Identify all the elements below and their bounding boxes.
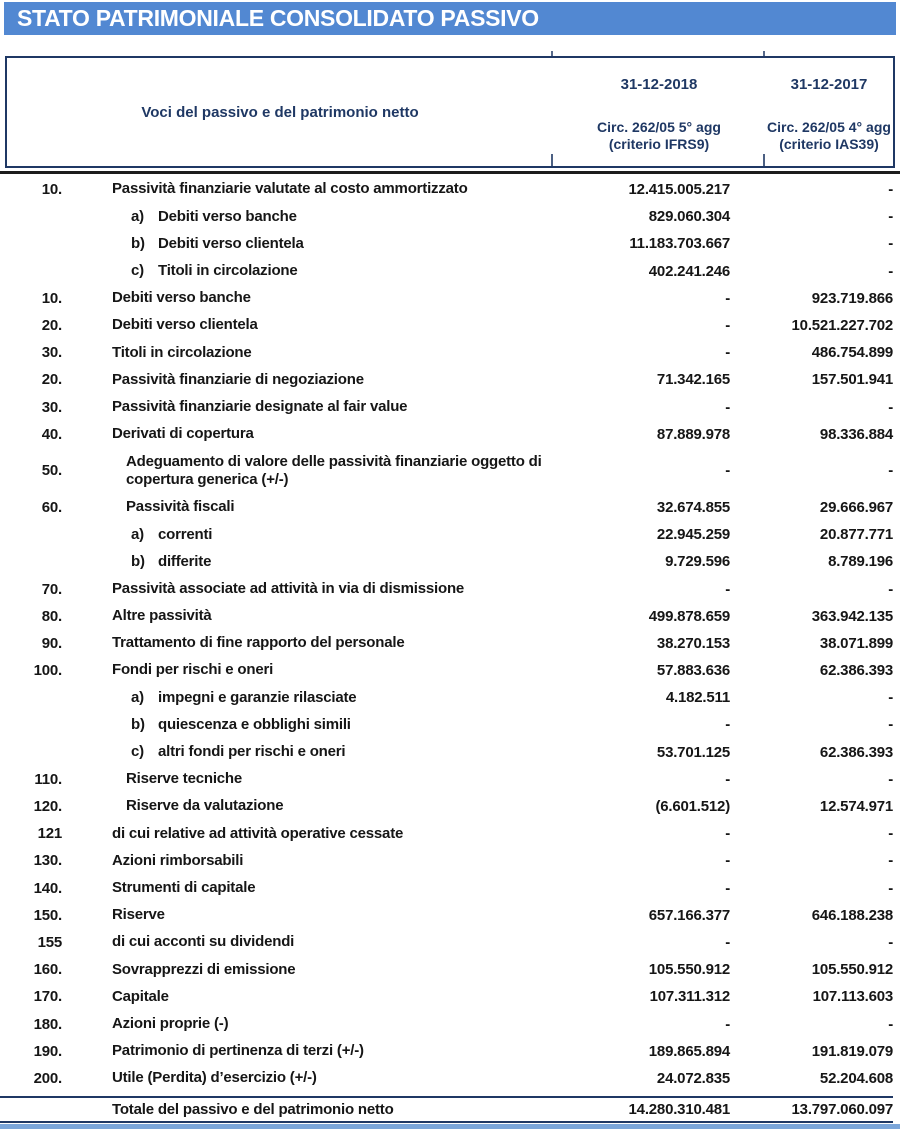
value-2018: -	[725, 716, 730, 734]
table-row	[0, 684, 893, 711]
table-row	[0, 521, 893, 548]
value-2017: -	[888, 398, 893, 416]
row-label-text: Altre passività	[112, 607, 212, 625]
row-label	[62, 988, 562, 1006]
row-label-text: Patrimonio di pertinenza di terzi (+/-)	[112, 1042, 364, 1060]
value-2018: 499.878.659	[648, 607, 730, 625]
value-2017: -	[888, 580, 893, 598]
table-row	[0, 929, 893, 956]
row-letter: c)	[131, 262, 144, 279]
header-bottom-rule	[0, 171, 900, 174]
column-divider-tick	[763, 51, 765, 56]
row-label	[62, 208, 562, 226]
value-2018: 829.060.304	[648, 208, 730, 226]
table-row	[0, 575, 893, 602]
row-label	[62, 906, 562, 924]
value-2017: -	[888, 208, 893, 226]
row-label-text: Debiti verso banche	[158, 207, 297, 225]
table-row	[0, 875, 893, 902]
row-label-text: Debiti verso clientela	[112, 316, 258, 334]
row-number: 20.	[41, 317, 62, 335]
row-label-text: Riserve	[112, 906, 165, 924]
row-number: 60.	[41, 498, 62, 516]
value-2017: -	[888, 933, 893, 951]
row-number: 150.	[33, 906, 62, 924]
value-2018: 87.889.978	[656, 425, 730, 443]
value-2017: 98.336.884	[819, 425, 893, 443]
value-2018: -	[725, 770, 730, 788]
row-label	[62, 933, 562, 951]
row-letter: b)	[131, 234, 145, 252]
value-2018: -	[725, 580, 730, 598]
table-row	[0, 603, 893, 630]
row-label-text: Passività finanziarie valutate al costo ammortizzato	[112, 180, 468, 198]
row-label-text: Debiti verso clientela	[158, 234, 304, 252]
row-label-text: Utile (Perdita) d’esercizio (+/-)	[112, 1069, 317, 1087]
value-2018: -	[725, 344, 730, 362]
table-row	[0, 312, 893, 339]
row-label	[62, 661, 562, 679]
row-label-text: Fondi per rischi e oneri	[112, 661, 274, 679]
row-label	[62, 425, 562, 443]
row-label-text: altri fondi per rischi e oneri	[158, 743, 346, 760]
table-row	[0, 339, 893, 366]
table-row	[0, 494, 893, 521]
row-letter: a)	[131, 207, 144, 225]
value-2017: -	[888, 181, 893, 199]
header-criteria-2017-line2: (criterio IAS39)	[779, 136, 879, 152]
row-label-text: Strumenti di capitale	[112, 878, 256, 896]
value-2017: -	[888, 462, 893, 480]
row-letter: a)	[131, 688, 144, 706]
total-label: Totale del passivo e del patrimonio netto	[112, 1101, 394, 1118]
row-number: 140.	[33, 879, 62, 897]
table-row	[0, 203, 893, 230]
row-label	[62, 371, 562, 389]
row-label	[62, 235, 562, 253]
value-2018: 57.883.636	[656, 662, 730, 680]
table-row	[0, 793, 893, 820]
value-2018: 22.945.259	[656, 526, 730, 544]
value-2018: 105.550.912	[648, 961, 730, 979]
row-number: 190.	[33, 1042, 62, 1060]
row-label	[62, 689, 562, 707]
row-label-text: Passività associate ad attività in via di dismissione	[112, 579, 465, 597]
row-label-text: Azioni proprie (-)	[112, 1014, 229, 1032]
row-letter: a)	[131, 525, 144, 543]
value-2018: -	[725, 289, 730, 307]
table-row	[0, 711, 893, 738]
table-row	[0, 956, 893, 983]
row-label	[62, 553, 562, 571]
table-row	[0, 1038, 893, 1065]
value-2017: -	[888, 770, 893, 788]
table-row	[0, 657, 893, 684]
table-row	[0, 548, 893, 575]
value-2018: 12.415.005.217	[628, 181, 730, 199]
value-2017: 62.386.393	[819, 743, 893, 761]
row-label	[62, 262, 562, 280]
table-header-box	[5, 56, 895, 168]
value-2017: 363.942.135	[811, 607, 893, 625]
value-2018: 657.166.377	[648, 906, 730, 924]
table-row	[0, 1065, 893, 1092]
row-label-text: Passività fiscali	[126, 498, 235, 516]
value-2017: 157.501.941	[811, 371, 893, 389]
value-2017: 105.550.912	[811, 961, 893, 979]
row-label-text: Sovrapprezzi di emissione	[112, 960, 296, 978]
row-number: 70.	[41, 580, 62, 598]
value-2018: 189.865.894	[648, 1042, 730, 1060]
header-date-2017: 31-12-2017	[790, 76, 868, 93]
header-date-2018: 31-12-2018	[620, 76, 698, 93]
value-2018: -	[725, 1015, 730, 1033]
header-criteria-2018-line1: Circ. 262/05 5° agg	[597, 119, 721, 135]
value-2018: 53.701.125	[656, 743, 730, 761]
row-label-text: di cui acconti su dividendi	[112, 933, 295, 951]
row-label-text: Passività finanziarie designate al fair value	[112, 397, 408, 415]
row-label-text: Titoli in circolazione	[112, 343, 252, 361]
value-2017: -	[888, 879, 893, 897]
row-label	[62, 879, 562, 897]
header-criteria-2018-line2: (criterio IFRS9)	[608, 136, 710, 152]
row-number: 90.	[41, 634, 62, 652]
value-2017: 191.819.079	[811, 1042, 893, 1060]
table-row	[0, 766, 893, 793]
value-2018: -	[725, 933, 730, 951]
row-number: 200.	[33, 1069, 62, 1087]
table-row	[0, 983, 893, 1010]
row-label-text: Passività finanziarie di negoziazione	[112, 370, 364, 388]
row-number: 160.	[33, 961, 62, 979]
value-2017: 923.719.866	[811, 289, 893, 307]
header-column-2018	[553, 58, 765, 166]
value-2018: 4.182.511	[665, 689, 730, 707]
value-2018: 24.072.835	[656, 1069, 730, 1087]
page-title-bar	[4, 2, 896, 35]
row-number: 30.	[41, 398, 62, 416]
value-2018: 71.342.165	[656, 371, 730, 389]
row-label-text: Riserve da valutazione	[126, 797, 284, 815]
row-label	[62, 289, 562, 307]
value-2017: 38.071.899	[819, 634, 893, 652]
table-body	[0, 176, 893, 1092]
row-letter: b)	[131, 552, 145, 570]
row-label	[62, 498, 562, 516]
table-row	[0, 285, 893, 312]
row-letter: b)	[131, 715, 145, 733]
row-label	[62, 797, 562, 815]
row-label	[62, 716, 562, 734]
value-2017: 646.188.238	[811, 906, 893, 924]
row-label	[62, 580, 562, 598]
value-2018: 107.311.312	[649, 988, 730, 1006]
row-number: 30.	[41, 344, 62, 362]
row-label	[62, 770, 562, 788]
row-number: 20.	[41, 371, 62, 389]
value-2018: -	[725, 317, 730, 335]
row-number: 130.	[33, 852, 62, 870]
value-2017: 29.666.967	[819, 498, 893, 516]
header-label-column: Voci del passivo e del patrimonio netto	[141, 103, 419, 121]
value-2017: 10.521.227.702	[791, 317, 893, 335]
row-number: 50.	[41, 462, 62, 480]
row-label-text: Adeguamento di valore delle passività finanziarie oggetto di copertura generica (+/-)	[126, 452, 542, 488]
row-label	[62, 1069, 562, 1087]
table-row	[0, 630, 893, 657]
table-row	[0, 258, 893, 285]
row-number: 170.	[33, 988, 62, 1006]
row-number: 80.	[41, 607, 62, 625]
row-label	[62, 180, 562, 198]
row-label-text: di cui relative ad attività operative cessate	[112, 824, 404, 842]
value-2018: 38.270.153	[656, 634, 730, 652]
table-row	[0, 739, 893, 766]
row-label-text: Riserve tecniche	[126, 770, 243, 788]
value-2018: -	[725, 398, 730, 416]
row-number: 155	[37, 933, 62, 951]
row-number: 121	[37, 825, 62, 843]
value-2017: 62.386.393	[819, 662, 893, 680]
header-criteria-2018	[553, 119, 765, 153]
table-row	[0, 902, 893, 929]
page-title: STATO PATRIMONIALE CONSOLIDATO PASSIVO	[17, 5, 539, 31]
header-criteria-2017	[765, 119, 893, 153]
row-label	[62, 825, 562, 843]
total-row	[0, 1096, 893, 1123]
total-value-2017: 13.797.060.097	[791, 1101, 893, 1118]
row-label-text: Capitale	[112, 987, 169, 1005]
value-2018: -	[725, 852, 730, 870]
value-2017: -	[888, 716, 893, 734]
row-number: 110.	[34, 770, 62, 788]
row-label	[62, 316, 562, 334]
table-row	[0, 421, 893, 448]
table-row	[0, 820, 893, 847]
table-row	[0, 448, 893, 494]
value-2018: 32.674.855	[656, 498, 730, 516]
row-label-text: impegni e garanzie rilasciate	[158, 688, 357, 706]
row-number: 40.	[41, 425, 62, 443]
value-2017: 20.877.771	[819, 526, 893, 544]
row-label	[62, 1015, 562, 1033]
row-label-text: differite	[158, 552, 212, 570]
row-label-text: Titoli in circolazione	[158, 262, 298, 279]
row-label	[62, 453, 562, 490]
value-2018: -	[725, 879, 730, 897]
value-2017: -	[888, 825, 893, 843]
value-2018: -	[725, 462, 730, 480]
row-label-text: correnti	[158, 525, 213, 543]
table-row	[0, 394, 893, 421]
row-number: 120.	[33, 798, 62, 816]
row-label	[62, 743, 562, 761]
row-label-text: Derivati di copertura	[112, 425, 254, 443]
table-row	[0, 230, 893, 257]
row-label	[62, 526, 562, 544]
table-row	[0, 847, 893, 874]
value-2017: -	[888, 1015, 893, 1033]
value-2017: 52.204.608	[819, 1069, 893, 1087]
row-number: 10.	[41, 289, 62, 307]
total-value-2018: 14.280.310.481	[628, 1101, 730, 1118]
row-label-text: quiescenza e obblighi simili	[158, 715, 351, 733]
row-label	[62, 961, 562, 979]
row-label	[62, 607, 562, 625]
table-row	[0, 1010, 893, 1037]
row-label-text: Debiti verso banche	[112, 289, 251, 307]
row-letter: c)	[131, 743, 144, 760]
header-criteria-2017-line1: Circ. 262/05 4° agg	[767, 119, 891, 135]
value-2018: -	[725, 825, 730, 843]
row-label	[62, 398, 562, 416]
value-2018: 9.729.596	[665, 553, 730, 571]
value-2017: 8.789.196	[828, 553, 893, 571]
value-2017: 12.574.971	[819, 798, 893, 816]
row-number: 180.	[33, 1015, 62, 1033]
column-divider-tick	[551, 51, 553, 56]
value-2018: (6.601.512)	[655, 798, 730, 816]
table-row	[0, 176, 893, 203]
value-2017: 107.113.603	[812, 988, 893, 1006]
value-2017: -	[888, 689, 893, 707]
bottom-blue-rule	[0, 1124, 900, 1129]
row-number: 10.	[41, 181, 62, 199]
row-label-text: Azioni rimborsabili	[112, 851, 244, 869]
value-2017: 486.754.899	[811, 344, 893, 362]
value-2017: -	[888, 262, 893, 280]
table-row	[0, 366, 893, 393]
row-label	[62, 1042, 562, 1060]
row-label	[62, 852, 562, 870]
row-label	[62, 344, 562, 362]
header-column-2017	[765, 58, 893, 166]
row-label-text: Trattamento di fine rapporto del personale	[112, 634, 405, 652]
value-2018: 402.241.246	[648, 262, 730, 280]
value-2017: -	[888, 852, 893, 870]
value-2017: -	[888, 235, 893, 253]
row-number: 100.	[33, 662, 62, 680]
value-2018: 11.183.703.667	[629, 235, 730, 253]
row-label	[62, 634, 562, 652]
